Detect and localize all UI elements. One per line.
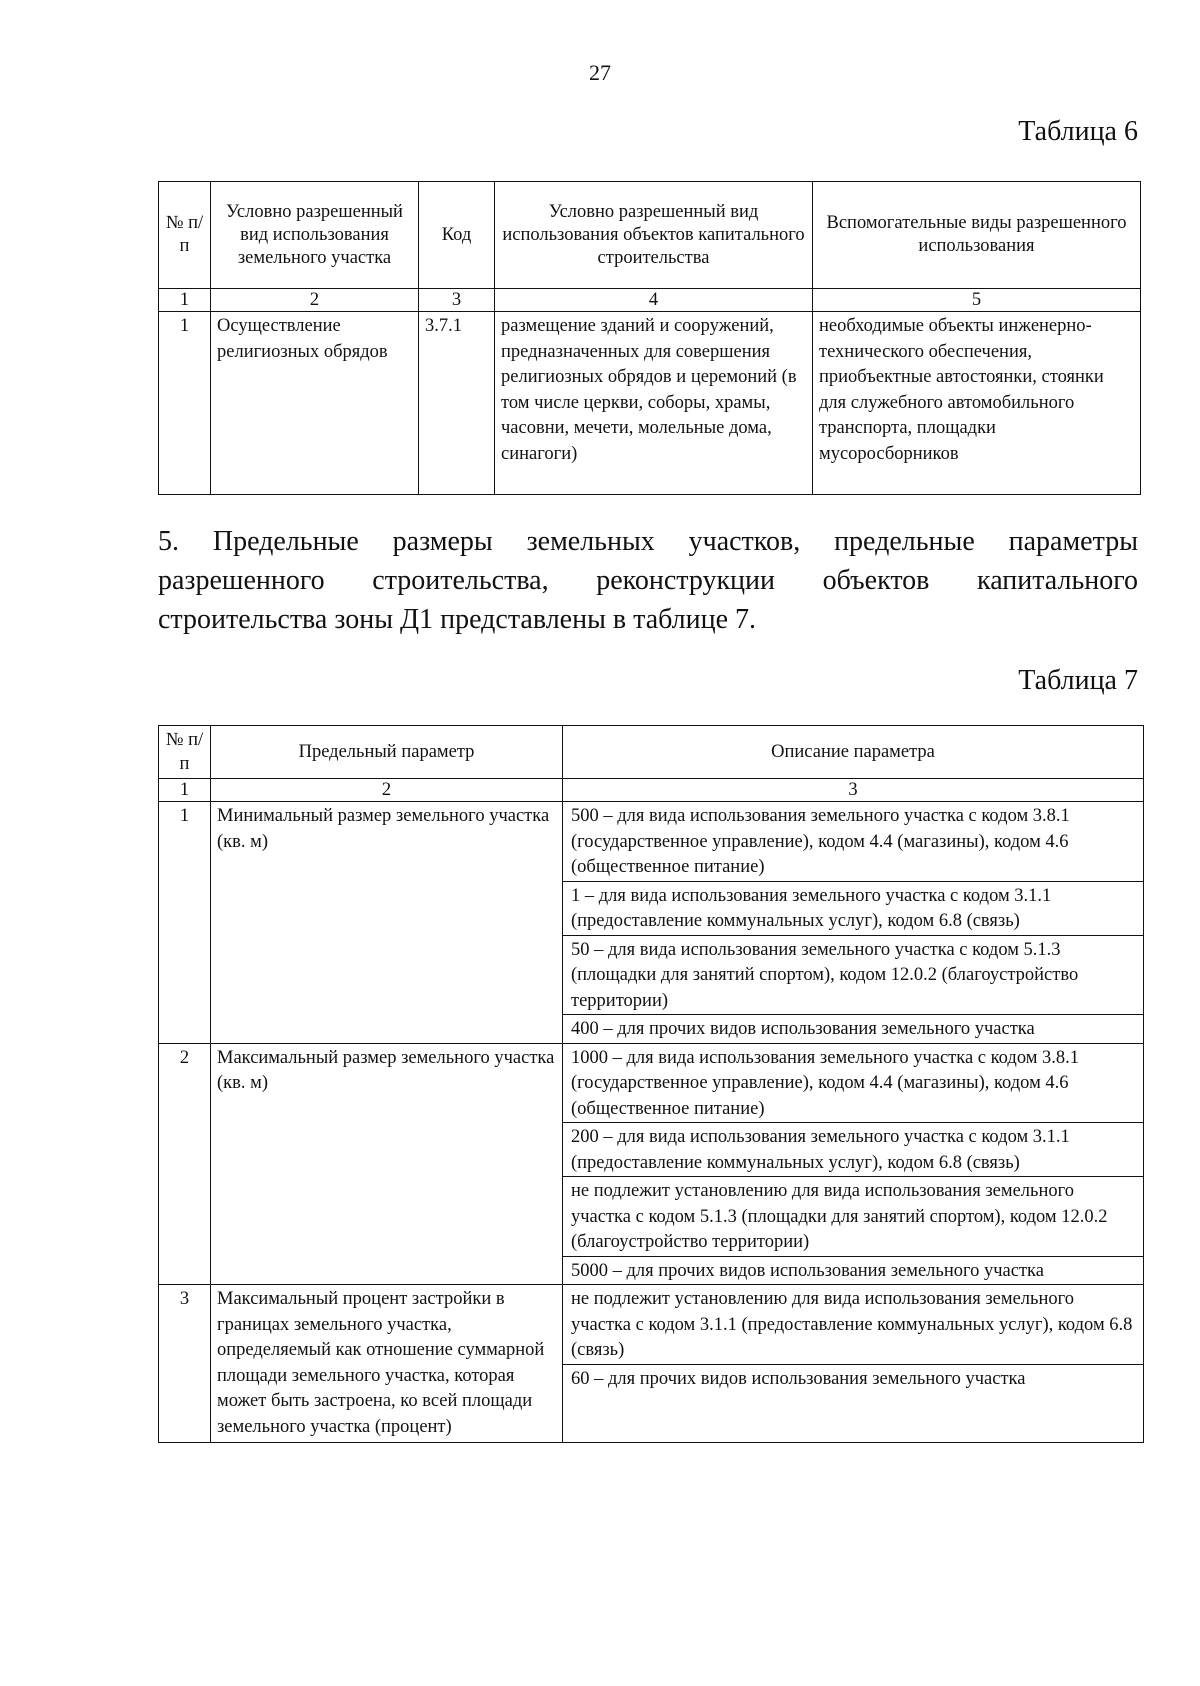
- table7-header-cell: № п/п: [159, 726, 211, 779]
- table7-column-numbers-row: [159, 779, 1144, 802]
- parameter-name: Максимальный размер земельного участка (кв. м): [211, 1043, 563, 1285]
- table6-column-numbers-row: [159, 289, 1141, 312]
- table6-col-number: 2: [211, 289, 419, 312]
- table6-header-cell: № п/п: [159, 182, 211, 289]
- table7: [158, 725, 1144, 1443]
- table6-header-cell: Код: [419, 182, 495, 289]
- description-item: 400 – для прочих видов использования земельного участка: [571, 1019, 1035, 1039]
- table7-col-number: 2: [211, 779, 563, 802]
- parameter-name: Максимальный процент застройки в границах земельного участка, определяемый как отношение суммарной площади земельного участка, которая может быть застроена, ко всей площади земельного участка (процент): [211, 1285, 563, 1443]
- description-item: 1 – для вида использования земельного участка с кодом 3.1.1 (предоставление коммунальных услуг), кодом 6.8 (связь): [563, 882, 1143, 936]
- table6-col-number: 1: [159, 289, 211, 312]
- use-code: 3.7.1: [419, 312, 495, 495]
- paragraph-5: 5. Предельные размеры земельных участков, предельные параметры разрешенного строительства, реконструкции объектов капитального строительства зоны Д1 представлены в таблице 7.: [158, 526, 1138, 635]
- table-row: [159, 1285, 1144, 1443]
- table6-header-cell: Условно разрешенный вид использования объектов капитального строительства: [495, 182, 813, 289]
- description-item: 1000 – для вида использования земельного участка с кодом 3.8.1 (государственное управление), кодом 4.4 (магазины), кодом 4.6 (общественное питание): [563, 1044, 1143, 1124]
- table7-col-number: 3: [563, 779, 1144, 802]
- table6-caption: Таблица 6: [1018, 116, 1138, 147]
- table7-caption: Таблица 7: [1018, 665, 1138, 696]
- table7-header-cell: Предельный параметр: [211, 726, 563, 779]
- page-number: 27: [589, 60, 611, 85]
- table6-header-cell: Вспомогательные виды разрешенного использования: [813, 182, 1141, 289]
- description-item: 200 – для вида использования земельного участка с кодом 3.1.1 (предоставление коммунальных услуг), кодом 6.8 (связь): [563, 1123, 1143, 1177]
- table6-col-number: 3: [419, 289, 495, 312]
- parameter-description: [563, 1043, 1144, 1285]
- table7-header-cell: Описание параметра: [563, 726, 1144, 779]
- row-number: 3: [159, 1285, 211, 1443]
- description-item: 5000 – для прочих видов использования земельного участка: [571, 1260, 1044, 1281]
- land-use-type: Осуществление религиозных обрядов: [211, 312, 419, 495]
- table7-header-row: [159, 726, 1144, 779]
- row-number: 1: [159, 802, 211, 1044]
- auxiliary-use-types: необходимые объекты инженерно-технического обеспечения, приобъектные автостоянки, стоянки для служебного автомобильного транспорта, площадки мусоросборников: [813, 312, 1141, 495]
- construction-use-type: размещение зданий и сооружений, предназначенных для совершения религиозных обрядов и церемоний (в том числе церкви, соборы, храмы, часовни, мечети, молельные дома, синагоги): [495, 312, 813, 495]
- description-item: 60 – для прочих видов использования земельного участка: [571, 1368, 1026, 1389]
- table-row: [159, 1043, 1144, 1285]
- table7-col-number: 1: [159, 779, 211, 802]
- row-number: 1: [159, 312, 211, 495]
- table-row: [159, 312, 1141, 495]
- parameter-description: [563, 802, 1144, 1044]
- description-item: 500 – для вида использования земельного участка с кодом 3.8.1 (государственное управление), кодом 4.4 (магазины), кодом 4.6 (общественное питание): [563, 802, 1143, 882]
- table-row: [159, 802, 1144, 1044]
- table6-header-row: [159, 182, 1141, 289]
- parameter-name: Минимальный размер земельного участка (кв. м): [211, 802, 563, 1044]
- description-item: не подлежит установлению для вида использования земельного участка с кодом 3.1.1 (предоставление коммунальных услуг), кодом 6.8 (связь): [563, 1285, 1143, 1365]
- description-item: не подлежит установлению для вида использования земельного участка с кодом 5.1.3 (площадки для занятий спортом), кодом 12.0.2 (благоустройство территории): [563, 1177, 1143, 1257]
- parameter-description: [563, 1285, 1144, 1443]
- table6-header-cell: Условно разрешенный вид использования земельного участка: [211, 182, 419, 289]
- table6-col-number: 4: [495, 289, 813, 312]
- description-item: 50 – для вида использования земельного участка с кодом 5.1.3 (площадки для занятий спортом), кодом 12.0.2 (благоустройство территории): [563, 936, 1143, 1016]
- row-number: 2: [159, 1043, 211, 1285]
- table6: [158, 181, 1141, 495]
- table6-col-number: 5: [813, 289, 1141, 312]
